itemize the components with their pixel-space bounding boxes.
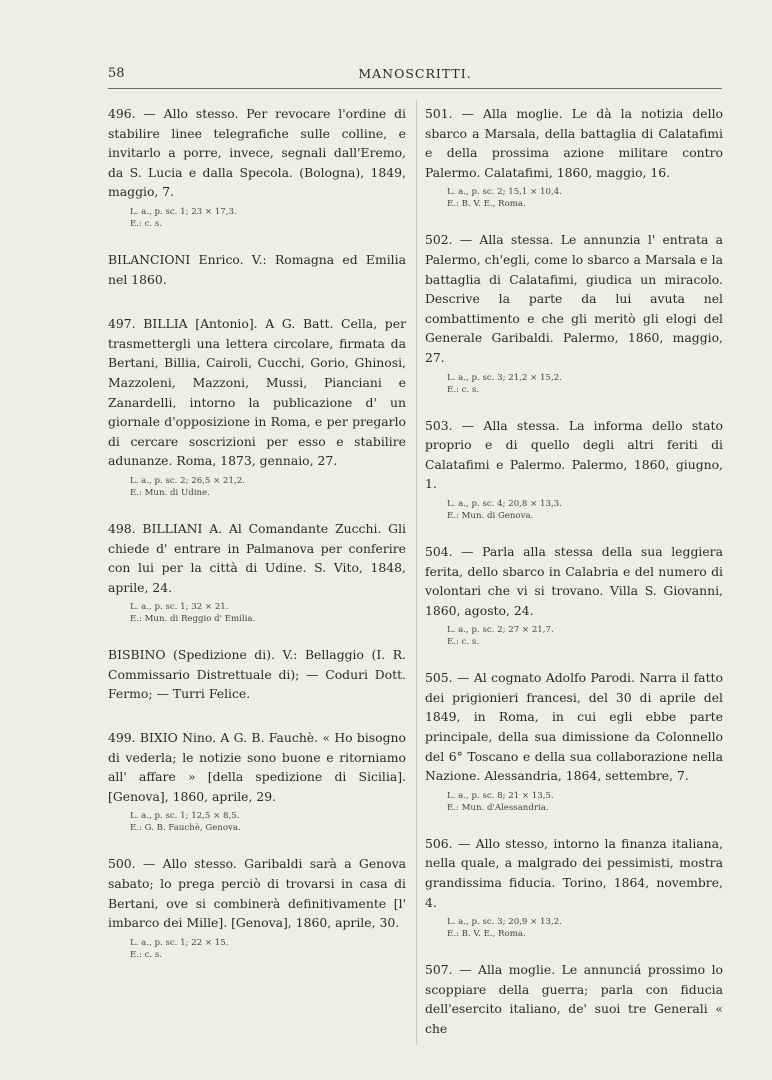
entry-format: L. a., p. sc. 3; 21,2 × 15,2. <box>447 372 562 383</box>
entry-format: L. a., p. sc. 3; 20,9 × 13,2. <box>447 917 562 928</box>
entry-text: 498. BILLIANI A. Al Comandante Zucchi. Gli chiede d' entrare in Palmanova per conferire con lui per la città di Udine. S. Vito, 1848, aprile, 24. <box>108 520 406 595</box>
entry-text: 507. — Alla moglie. Le annunciá prossimo lo scoppiare della guerra; parla con fiducia dell'esercito italiano, de' suoi tre Generali « che <box>425 962 723 1036</box>
entry-meta <box>130 601 406 625</box>
entry-format: L. a., p. sc. 1; 22 × 15. <box>130 937 229 948</box>
entry-owner: E.: Mun. di Udine. <box>130 487 210 498</box>
entry-format: L. a., p. sc. 1; 23 × 17,3. <box>130 206 237 217</box>
entry-497 <box>108 314 406 499</box>
entry-text: BISBINO (Spedizione di). V.: Bellaggio (I. R. Commissario Distrettuale di); — Coduri Dott. Fermo; — Turri Felice. <box>108 647 406 702</box>
entry-503 <box>425 416 723 522</box>
column-divider <box>416 100 417 1045</box>
entry-text: 499. BIXIO Nino. A G. B. Fauchè. « Ho bisogno di vederla; le notizie sono buone e ritorniamo all' affare » [della spedizione di Sicilia]. [Genova], 1860, aprile, 29. <box>108 730 406 804</box>
entry-496 <box>108 104 406 230</box>
entry-format: L. a., p. sc. 2; 26,5 × 21,2. <box>130 475 245 486</box>
page-header <box>108 62 722 88</box>
entry-owner: E.: G. B. Fauchè, Genova. <box>130 823 241 834</box>
entry-text: 502. — Alla stessa. Le annunzia l' entrata a Palermo, ch'egli, come lo sbarco a Marsala e la battaglia di Calatafimi, giudica un miracolo. Descrive la parte da lui avuta nel combattimento e che gli meritò gli elogi del Generale Garibaldi. Palermo, 1860, maggio, 27. <box>425 232 723 365</box>
entry-499 <box>108 728 406 834</box>
entry-text: 504. — Parla alla stessa della sua leggiera ferita, dello sbarco in Calabria e del numero di volontari che vi si trovano. Villa S. Giovanni, 1860, agosto, 24. <box>425 543 723 618</box>
entry-501 <box>425 104 723 210</box>
entry-507 <box>425 960 723 1038</box>
entry-meta <box>130 206 406 230</box>
entry-meta <box>447 790 723 814</box>
entry-502 <box>425 230 723 395</box>
entry-text: 497. BILLIA [Antonio]. A G. Batt. Cella, per trasmettergli una lettera circolare, firmata da Bertani, Billia, Cairoli, Cucchi, Gorio, Ghinosi, Mazzoleni, Mazzoni, Mussi, Pianciani e Zanardelli, intorno la publicazione d' un giornale d'opposizione in Roma, e per pregarlo di cercare soscrizioni per esso e stabilire adunanze. Roma, 1873, gennaio, 27. <box>108 316 406 469</box>
entry-500 <box>108 854 406 960</box>
entry-owner: E.: B. V. E., Roma. <box>447 199 526 210</box>
entry-meta <box>130 937 406 961</box>
header-rule <box>108 88 722 89</box>
entry-meta <box>447 624 723 648</box>
running-title: MANOSCRITTI. <box>358 66 472 81</box>
entry-format: L. a., p. sc. 1; 32 × 21. <box>130 602 229 613</box>
entry-text: 496. — Allo stesso. Per revocare l'ordine di stabilire linee telegrafiche sulle colline, e invitarlo a porre, invece, segnali dall'Eremo, da S. Lucia e dalla Specola. (Bologna), 1849, maggio, 7. <box>108 106 406 200</box>
entry-meta <box>130 475 406 499</box>
entry-format: L. a., p. sc. 1; 12,5 × 8,5. <box>130 811 240 822</box>
entry-owner: E.: Mun. di Genova. <box>447 510 534 521</box>
entry-owner: E.: c. s. <box>447 384 480 395</box>
entry-506 <box>425 834 723 940</box>
entry-owner: E.: c. s. <box>130 218 163 229</box>
entry-owner: E.: Mun. d'Alessandria. <box>447 802 549 813</box>
entry-text: 503. — Alla stessa. La informa dello stato proprio e di quello degli altri feriti di Calatafimi e Palermo. Palermo, 1860, giugno, 1. <box>425 417 723 492</box>
entry-owner: E.: c. s. <box>447 637 480 648</box>
entry-505 <box>425 668 723 814</box>
entry-owner: E.: Mun. di Reggio d' Emilia. <box>130 614 256 625</box>
entry-format: L. a., p. sc. 4; 20,8 × 13,3. <box>447 498 562 509</box>
entry-text: 506. — Allo stesso, intorno la finanza italiana, nella quale, a malgrado dei pessimisti, mostra grandissima fiducia. Torino, 1864, novembre, 4. <box>425 835 723 910</box>
entry-owner: E.: c. s. <box>130 949 163 960</box>
page-number: 58 <box>108 66 125 81</box>
entry-meta <box>447 916 723 940</box>
entry-meta <box>130 810 406 834</box>
entry-format: L. a., p. sc. 2; 15,1 × 10,4. <box>447 187 562 198</box>
entry-text: 500. — Allo stesso. Garibaldi sarà a Genova sabato; lo prega perciò di trovarsi in casa di Bertani, ove si combinerà definitivamente [l' imbarco dei Mille]. [Genova], 1860, aprile, 30. <box>108 856 406 931</box>
entry-meta <box>447 186 723 210</box>
entry-498 <box>108 519 406 625</box>
left-column <box>108 104 406 981</box>
entry-meta <box>447 498 723 522</box>
right-column <box>425 104 723 1059</box>
entry-text: BILANCIONI Enrico. V.: Romagna ed Emilia nel 1860. <box>108 251 406 287</box>
entry-meta <box>447 372 723 396</box>
entry-504 <box>425 542 723 648</box>
entry-format: L. a., p. sc. 2; 27 × 21,7. <box>447 625 554 636</box>
entry-text: 505. — Al cognato Adolfo Parodi. Narra il fatto dei prigionieri francesi, del 30 di aprile del 1849, in Roma, in cui egli ebbe parte principale, della sua dimissione da Colonnello del 6° Toscano e della sua collaborazione nella Nazione. Alessandria, 1864, settembre, 7. <box>425 670 723 784</box>
entry-text: 501. — Alla moglie. Le dà la notizia dello sbarco a Marsala, della battaglia di Calatafimi e della prossima azione militare contro Palermo. Calatafimi, 1860, maggio, 16. <box>425 106 723 180</box>
entry-owner: E.: B. V. E., Roma. <box>447 929 526 940</box>
cross-reference-bilancioni <box>108 250 406 289</box>
entry-format: L. a., p. sc. 8; 21 × 13,5. <box>447 790 554 801</box>
cross-reference-bisbino <box>108 645 406 704</box>
